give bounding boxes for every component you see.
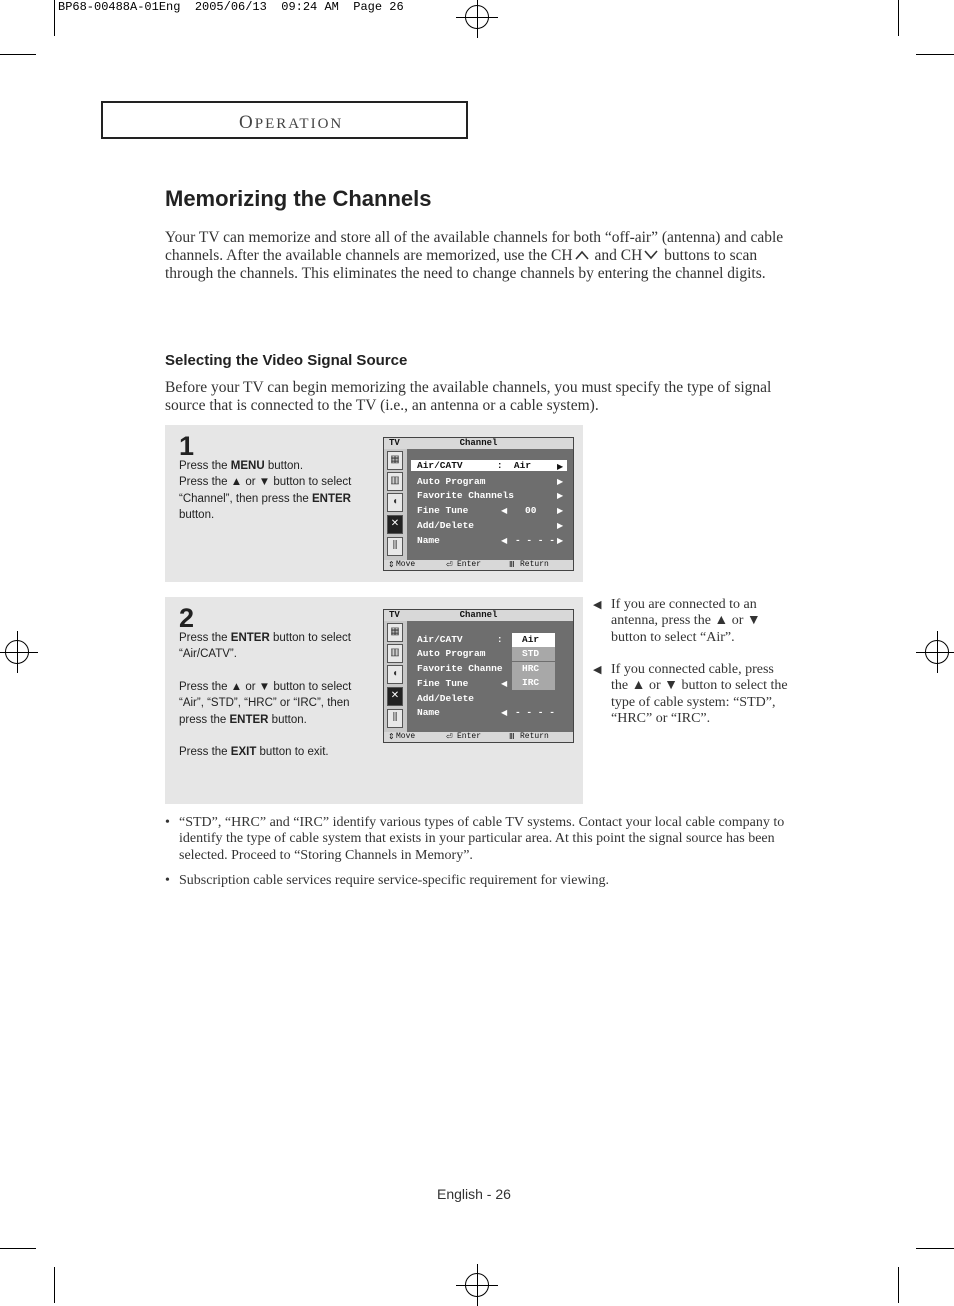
osd-footer: ⇕ Move ⏎ Enter Ⅲ Return <box>384 560 573 570</box>
page-number: English - 26 <box>437 1186 511 1202</box>
chevron-up-icon <box>575 250 589 260</box>
registration-mark <box>465 5 489 29</box>
option-hrc[interactable]: HRC <box>512 662 555 676</box>
return-icon: Ⅲ <box>509 733 515 742</box>
crop-mark <box>54 1267 55 1303</box>
arrow-right-icon: ▶ <box>557 492 564 501</box>
osd-title: Channel <box>459 610 498 620</box>
registration-mark <box>465 1273 489 1297</box>
speaker-icon: ◖ <box>387 493 403 512</box>
move-icon: ⇕ <box>388 733 395 742</box>
antenna-icon: ✕ <box>387 515 403 534</box>
osd-row-auto-program: Auto Program <box>417 476 486 487</box>
return-icon: Ⅲ <box>509 561 515 570</box>
step-2-instructions: Press the ENTER button to select “Air/CATV”. Press the ▲ or ▼ button to select “Air”, “STD”, “HRC” or “IRC”, then press the ENTER button. Press the EXIT button to exit. <box>179 632 352 759</box>
note-antenna: ◀ If you are connected to an antenna, press the ▲ or ▼ button to select “Air”. <box>593 597 761 645</box>
name-value: - - - - <box>515 535 555 546</box>
sub-intro-paragraph: Before your TV can begin memorizing the available channels, you must specify the type of signal source that is connected to the TV (i.e., an antenna or a cable system). <box>165 379 772 415</box>
arrow-right-icon: ▶ <box>557 478 564 487</box>
osd-title: Channel <box>459 438 498 448</box>
enter-icon: ⏎ <box>446 561 453 570</box>
section-subtitle: Selecting the Video Signal Source <box>165 352 408 369</box>
triangle-left-icon: ◀ <box>593 664 602 676</box>
osd-icon-bar <box>384 449 407 560</box>
osd-row-add-delete: Add/Delete <box>417 693 475 704</box>
chevron-down-icon <box>644 250 658 260</box>
sound-icon: ▥ <box>387 644 403 663</box>
osd-row-air-catv: Air/CATV : Air <box>411 460 567 471</box>
option-std[interactable]: STD <box>512 647 555 661</box>
page-title: Memorizing the Channels <box>165 186 432 211</box>
osd-channel-menu: TV Channel ▦ ▥ ◖ ✕ ⫼ Air/CATV : Air Auto Program Favorite Channels Fine Tune Add/Delete Name ▶ ▶ ▶ ◀ 00 ▶ ▶ ◀ - - - - ▶ ⇕ Move ⏎ Enter Ⅲ Return <box>383 437 574 571</box>
print-header: BP68-00488A-01Eng 2005/06/13 09:24 AM Page 26 <box>58 0 404 14</box>
crop-mark <box>898 0 899 36</box>
triangle-left-icon: ◀ <box>593 599 602 611</box>
section-title: OPERATION <box>239 112 344 133</box>
osd-row-name: Name <box>417 535 440 546</box>
crop-mark <box>0 1248 36 1249</box>
section-header <box>101 101 468 139</box>
crop-mark <box>54 0 55 36</box>
osd-row-auto-program: Auto Program <box>417 648 486 659</box>
osd-row-fine-tune: Fine Tune <box>417 678 469 689</box>
osd-row-favorite-channels: Favorite Channe <box>417 663 503 674</box>
crop-mark <box>916 54 954 55</box>
picture-icon: ▦ <box>387 451 403 470</box>
osd-row-name: Name <box>417 707 440 718</box>
osd-row-add-delete: Add/Delete <box>417 520 475 531</box>
osd-channel-menu-dropdown: TV Channel ▦ ▥ ◖ ✕ ⫼ Air/CATV : Auto Program Favorite Channe Fine Tune Add/Delete Name ◀ ◀ - - - - Air STD HRC IRC ⇕ Move ⏎ Enter Ⅲ Return <box>383 609 574 743</box>
registration-mark <box>5 640 29 664</box>
crop-mark <box>0 54 36 55</box>
fine-tune-value: 00 <box>525 505 537 516</box>
osd-row-air-catv: Air/CATV : <box>417 634 503 645</box>
crop-mark <box>916 1248 954 1249</box>
list-item: • “STD”, “HRC” and “IRC” identify various types of cable TV systems. Contact your local cable company to identify the type of cable system that exists in your particular area. At this point the signal source has been selected. Proceed to “Storing Channels in Memory”. <box>165 815 793 864</box>
arrow-left-icon: ◀ <box>501 680 508 689</box>
arrow-left-icon: ◀ <box>501 507 508 516</box>
setup-icon: ⫼ <box>387 709 403 728</box>
arrow-right-icon: ▶ <box>557 463 564 472</box>
registration-mark <box>925 640 949 664</box>
note-cable: ◀ If you connected cable, press the ▲ or ▼ button to select the type of cable system: “STD”, “HRC” or “IRC”. <box>593 662 788 727</box>
osd-row-fine-tune: Fine Tune <box>417 505 469 516</box>
intro-paragraph: Your TV can memorize and store all of the available channels for both “off-air” (antenna) and cable channels. After the available channels are memorized, use the CH and CH buttons to scan through the channels. This eliminates the need to change channels by entering the channel digits. <box>165 229 784 283</box>
move-icon: ⇕ <box>388 561 395 570</box>
list-item: • Subscription cable services require service-specific requirement for viewing. <box>165 873 793 889</box>
option-irc[interactable]: IRC <box>512 676 555 690</box>
antenna-icon: ✕ <box>387 687 403 706</box>
setup-icon: ⫼ <box>387 537 403 556</box>
arrow-right-icon: ▶ <box>557 537 564 546</box>
osd-row-favorite-channels: Favorite Channels <box>417 490 514 501</box>
arrow-left-icon: ◀ <box>501 537 508 546</box>
osd-footer: ⇕ Move ⏎ Enter Ⅲ Return <box>384 732 573 742</box>
enter-icon: ⏎ <box>446 733 453 742</box>
arrow-right-icon: ▶ <box>557 507 564 516</box>
arrow-right-icon: ▶ <box>557 522 564 531</box>
step-1-instructions: Press the MENU button. Press the ▲ or ▼ button to select “Channel”, then press the ENTER button. <box>179 460 352 522</box>
option-air[interactable]: Air <box>512 633 555 647</box>
step-number: 2 <box>179 603 195 633</box>
sound-icon: ▥ <box>387 472 403 491</box>
crop-mark <box>898 1267 899 1303</box>
step-2-panel <box>165 597 583 804</box>
arrow-left-icon: ◀ <box>501 709 508 718</box>
bullet-list <box>165 815 793 899</box>
step-number: 1 <box>179 431 195 461</box>
picture-icon: ▦ <box>387 623 403 642</box>
step-1-panel <box>165 425 583 582</box>
speaker-icon: ◖ <box>387 665 403 684</box>
osd-icon-bar <box>384 621 407 732</box>
name-value: - - - - <box>515 707 555 718</box>
